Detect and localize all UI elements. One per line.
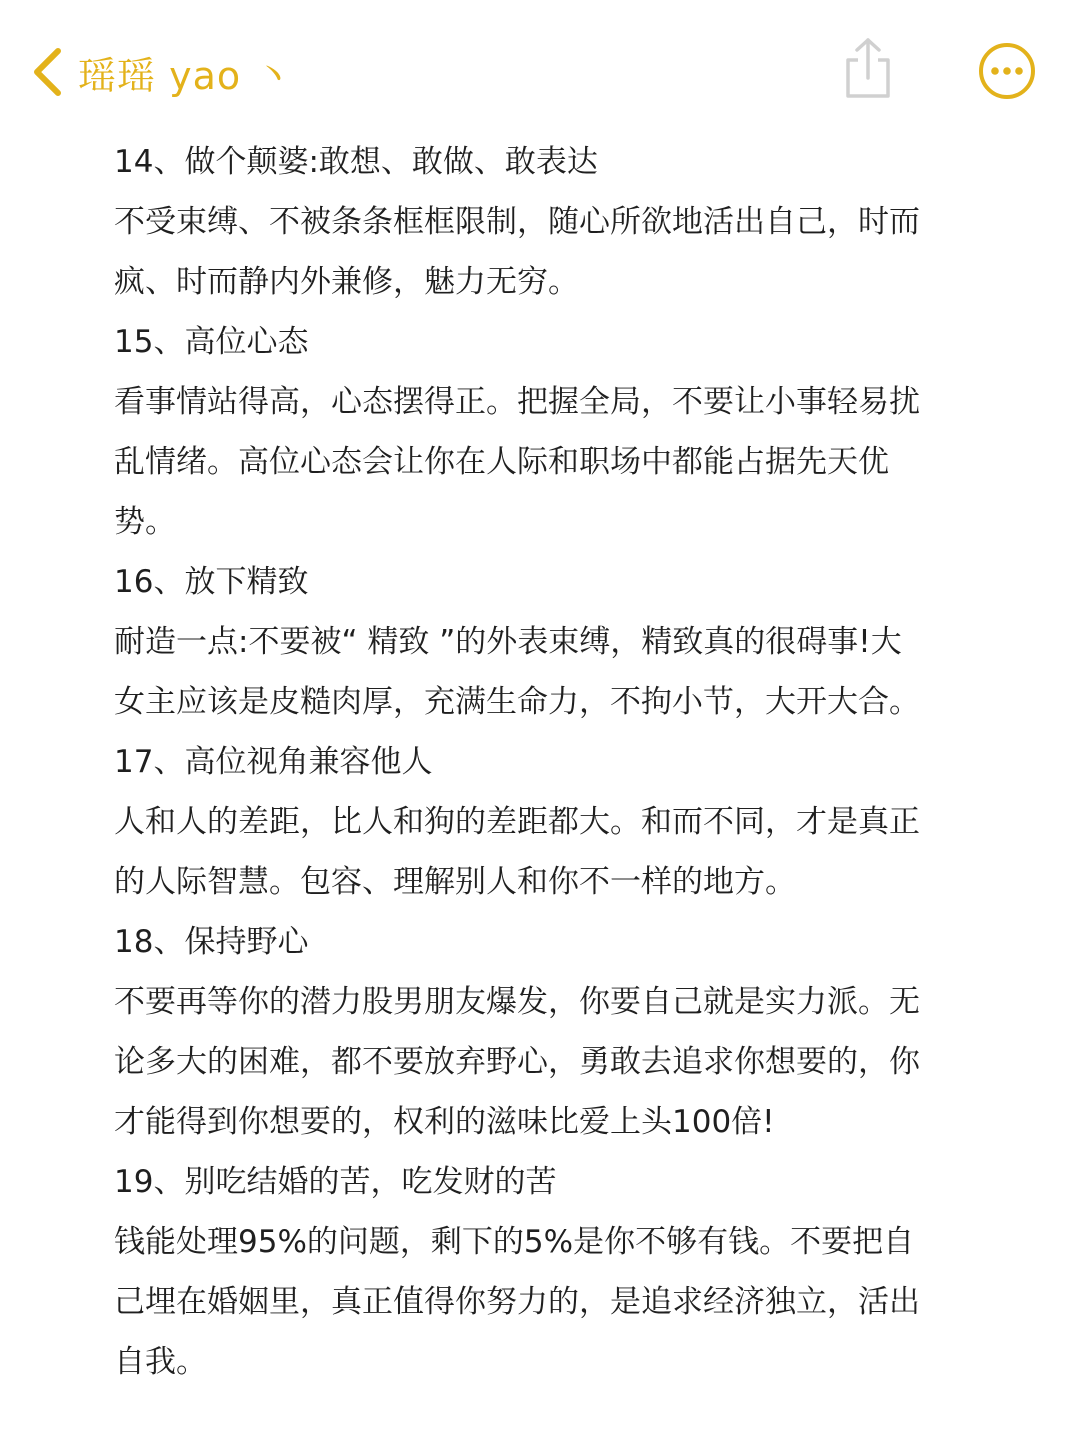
more-circle-icon (978, 42, 1036, 100)
text-line: 势。 (114, 504, 176, 540)
text-line: 疯、时而静内外兼修，魅力无穷。 (114, 264, 579, 300)
share-button[interactable] (840, 36, 896, 100)
section-heading-15: 15、高位心态 (114, 324, 309, 360)
back-button[interactable] (30, 44, 300, 100)
section-heading-19: 19、别吃结婚的苦，吃发财的苦 (114, 1164, 557, 1200)
text-line: 己埋在婚姻里，真正值得你努力的，是追求经济独立，活出 (114, 1284, 920, 1320)
text-line: 钱能处理95%的问题，剩下的5%是你不够有钱。不要把自 (114, 1224, 915, 1260)
section-heading-16: 16、放下精致 (114, 564, 309, 600)
text-line: 不受束缚、不被条条框框限制，随心所欲地活出自己，时而 (114, 204, 920, 240)
text-line: 论多大的困难，都不要放弃野心，勇敢去追求你想要的，你 (114, 1044, 920, 1080)
section-heading-14: 14、做个颠婆:敢想、敢做、敢表达 (114, 144, 598, 180)
text-line: 自我。 (114, 1344, 207, 1380)
text-line: 看事情站得高，心态摆得正。把握全局，不要让小事轻易扰 (114, 384, 920, 420)
section-heading-18: 18、保持野心 (114, 924, 309, 960)
text-line: 人和人的差距，比人和狗的差距都大。和而不同，才是真正 (114, 804, 920, 840)
text-line: 耐造一点:不要被“ 精致 ”的外表束缚，精致真的很碍事!大 (114, 624, 902, 660)
chevron-left-icon (30, 47, 64, 97)
text-line: 不要再等你的潜力股男朋友爆发，你要自己就是实力派。无 (114, 984, 920, 1020)
text-line: 乱情绪。高位心态会让你在人际和职场中都能占据先天优 (114, 444, 889, 480)
text-line: 的人际智慧。包容、理解别人和你不一样的地方。 (114, 864, 796, 900)
text-line: 才能得到你想要的，权利的滋味比爱上头100倍! (114, 1104, 775, 1140)
text-line: 女主应该是皮糙肉厚，充满生命力，不拘小节，大开大合。 (114, 684, 920, 720)
share-icon (840, 36, 896, 100)
note-body (114, 132, 984, 1392)
section-heading-17: 17、高位视角兼容他人 (114, 744, 433, 780)
back-label: 瑶瑶 yao 丶 (78, 53, 294, 98)
navigation-bar (0, 0, 1080, 140)
more-options-button[interactable] (978, 42, 1036, 100)
